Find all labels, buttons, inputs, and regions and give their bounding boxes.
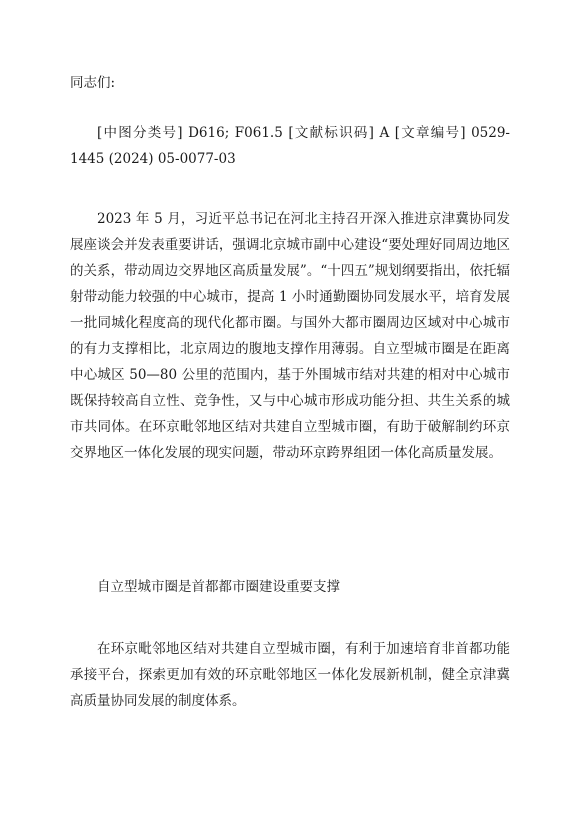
body-paragraph: 2023 年 5 月，习近平总书记在河北主持召开深入推进京津冀协同发展座谈会并发表重要讲话，强调北京城市副中心建设“要处理好同周边地区的关系，带动周边交界地区高质量发展”。“十四五”规划纲要指出，依托辐射带动能力较强的中心城市，提高 1 小时通勤圈协同发展水平，培育发展一批同城化程度高的现代化都市圈。与国外大都市圈周边区域对中心城市的有力支撑相比，北京周边的腹地支撑作用薄弱。自立型城市圈是在距离中心城区 50—80 公里的范围内，基于外围城市结对共建的相对中心城市既保持较高自立性、竞争性，又与中心城市形成功能分担、共生关系的城市共同体。在环京毗邻地区结对共建自立型城市圈，有助于破解制约环京交界地区一体化发展的现实问题，带动环京跨界组团一体化高质量发展。 bbox=[70, 211, 510, 461]
classification-line: [中图分类号] D616; F061.5 [文献标识码] A [文章编号] 0529-1445 (2024) 05-0077-03 bbox=[70, 125, 510, 167]
section-heading: 自立型城市圈是首都都市圈建设重要支撑 bbox=[97, 579, 340, 595]
salutation: 同志们: bbox=[70, 75, 116, 91]
section-paragraph: 在环京毗邻地区结对共建自立型城市圈，有利于加速培育非首都功能承接平台，探索更加有效的环京毗邻地区一体化发展新机制，健全京津冀高质量协同发展的制度体系。 bbox=[70, 641, 510, 709]
